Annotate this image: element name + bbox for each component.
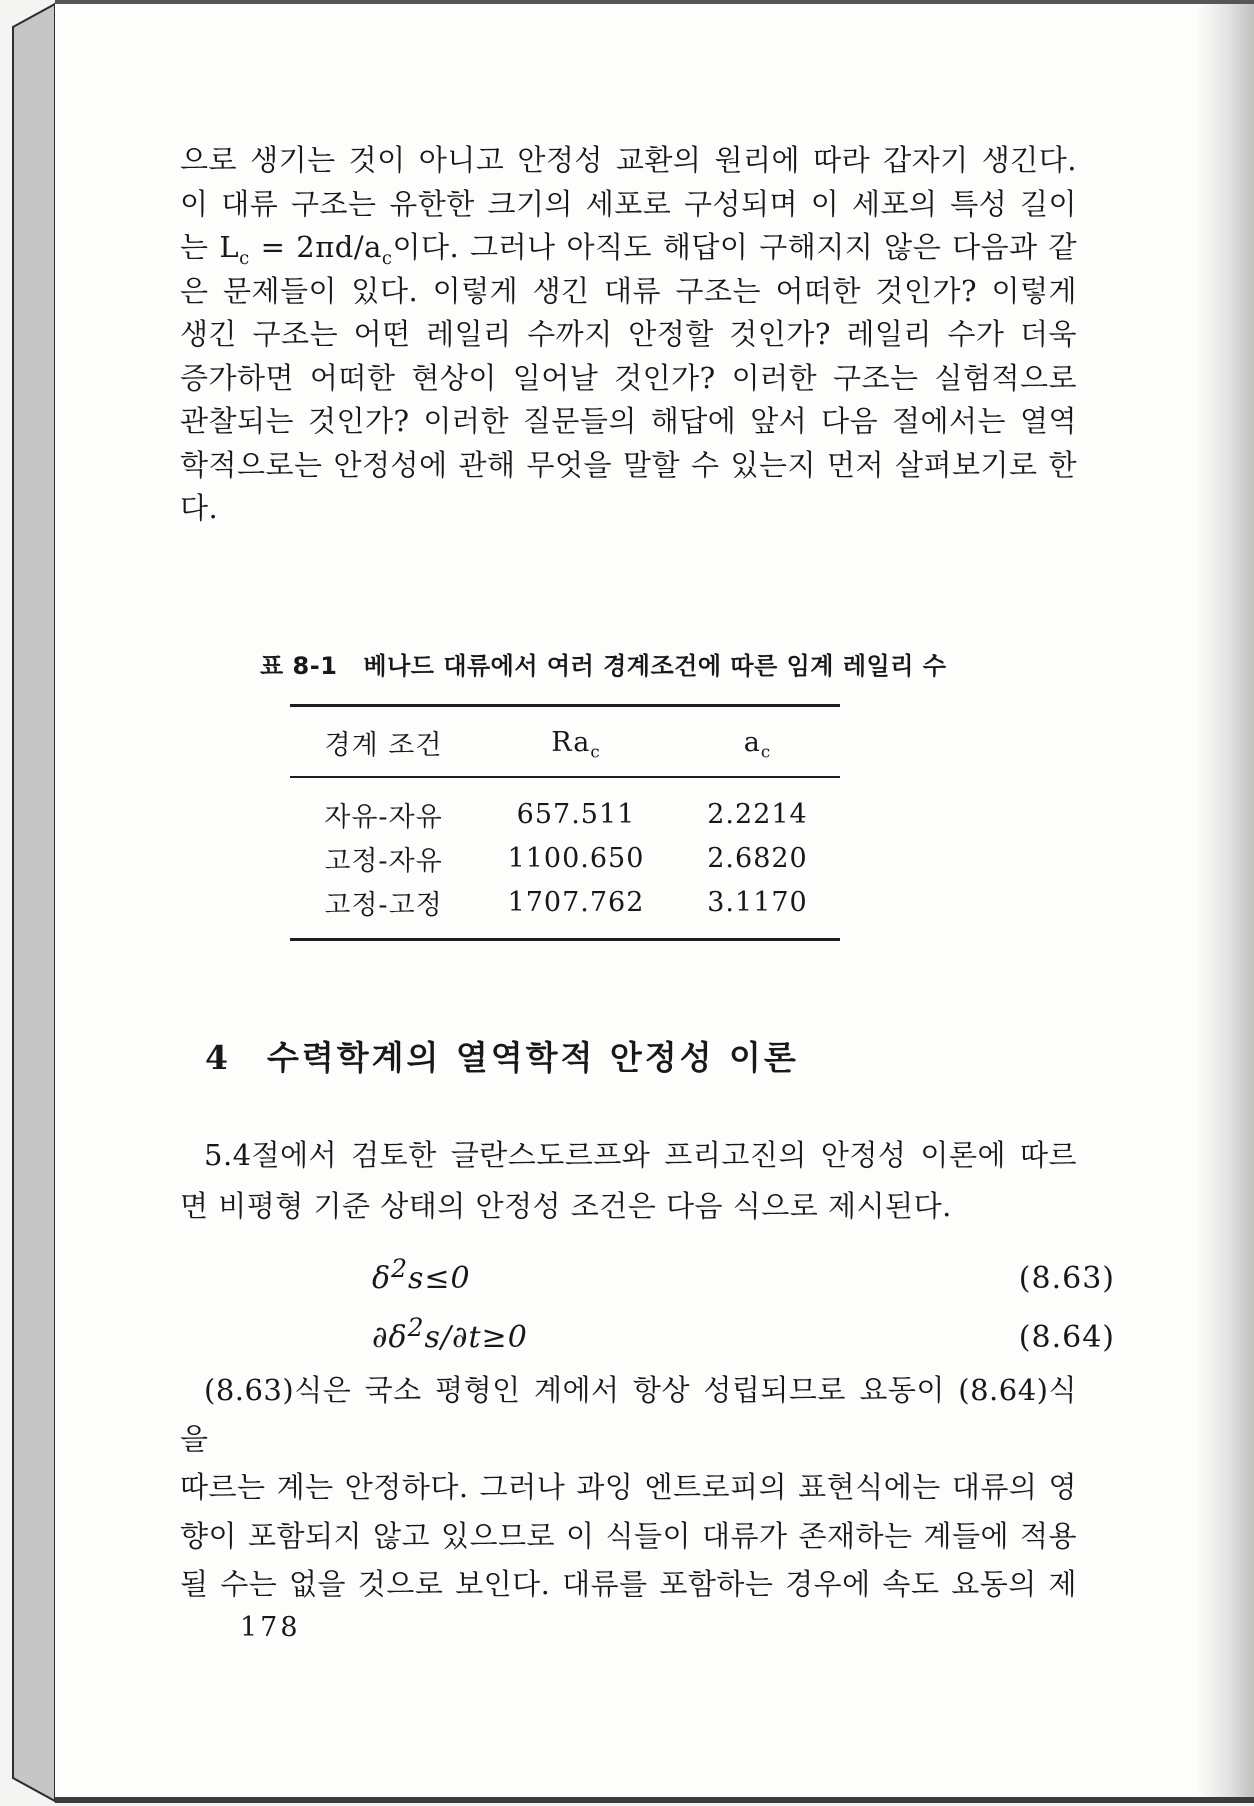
table-cell: 657.511 [516,798,636,830]
equation-expression [372,1244,471,1303]
header-subscript: c [760,741,772,762]
text-line: 따르는 계는 안정하다. 그러나 과잉 엔트로피의 표현식에는 대류의 영 [180,1470,1077,1504]
text-line-with-formula [180,226,1077,270]
formula-subscript: c [239,247,250,269]
text-line: 될 수는 없을 것으로 보인다. 대류를 포함하는 경우에 속도 요동의 제 [180,1567,1077,1601]
page-number: 178 [240,1612,301,1643]
text-line: 학적으로는 안정성에 관해 무엇을 말할 수 있는지 먼저 살펴보기로 한 [180,447,1077,482]
critical-rayleigh-table [290,704,840,941]
expr-part: s/∂t≥0 [424,1320,528,1355]
text-line: 향이 포함되지 않고 있으므로 이 식들이 대류가 존재하는 계들에 적용 [180,1518,1077,1553]
text-line: 은 문제들이 있다. 이렇게 생긴 대류 구조는 어떠한 것인가? 이렇게 [180,273,1077,308]
table-cell: 2.2214 [707,798,808,830]
header-boundary-condition [290,706,477,778]
header-text: 경계 조건 [324,730,443,761]
header-ac [675,706,840,778]
text-line: 면 비평형 기준 상태의 안정성 조건은 다음 식으로 제시된다. [180,1189,952,1223]
equation-row [180,1303,1115,1362]
formula-subscript: c [381,247,393,269]
text-line: 이 대류 구조는 유한한 크기의 세포로 구성되며 이 세포의 특성 길이 [180,186,1077,221]
paragraph-3 [180,1366,1077,1609]
paragraph-1 [180,139,1077,531]
table-cell: 고정-자유 [324,845,443,877]
equation-number: (8.63) [1018,1261,1115,1296]
text-line: 5.4절에서 검토한 글란스도르프와 프리고진의 안정성 이론에 따르 [204,1138,1077,1172]
table-row [290,836,840,880]
section-number: 4 [205,1038,231,1077]
header-text: Ra [551,727,591,758]
table-cell: 1100.650 [507,842,645,874]
page-right-shadow [1196,4,1254,1797]
expr-part: s≤0 [407,1261,471,1296]
page [55,0,1254,1803]
formula-body: = 2πd/a [249,230,382,264]
text-line: 증가하면 어떠한 현상이 일어날 것인가? 이러한 구조는 실험적으로 [180,360,1077,395]
table-cell: 1707.762 [507,886,645,918]
table-row [290,777,840,836]
equation-number: (8.64) [1018,1320,1115,1355]
table-header-row [290,706,840,778]
paragraph-2 [180,1130,1077,1232]
text-line: (8.63)식은 국소 평형인 계에서 항상 성립되므로 요동이 (8.64)식을 [180,1373,1077,1456]
header-subscript: c [590,741,601,762]
section-heading [205,1032,799,1079]
formula-prefix: 는 L [180,230,240,264]
header-text: a [743,727,761,758]
table-cell: 자유-자유 [324,801,443,833]
table-caption-text: 베나드 대류에서 여러 경계조건에 따른 임계 레일리 수 [363,652,947,680]
text-line: 생긴 구조는 어떤 레일리 수까지 안정할 것인가? 레일리 수가 더욱 [180,317,1077,351]
text-line: 으로 생기는 것이 아니고 안정성 교환의 원리에 따라 갑자기 생긴다. [180,143,1077,177]
text-line: 다. [180,491,219,525]
expr-part: δ [372,1261,392,1296]
equation-expression [372,1303,528,1362]
equation-block [180,1244,1115,1362]
text-line: 관찰되는 것인가? 이러한 질문들의 해답에 앞서 다음 절에서는 열역 [180,404,1077,438]
formula-suffix: 이다. 그러나 아직도 해답이 구해지지 않은 다음과 같 [392,230,1077,264]
expr-superscript: 2 [391,1254,408,1283]
table-row [290,880,840,940]
expr-part: ∂δ [372,1320,408,1355]
table-cell: 고정-고정 [324,889,443,921]
table-cell: 2.6820 [707,842,808,874]
table-caption [260,646,946,681]
table-cell: 3.1170 [707,886,808,918]
expr-superscript: 2 [407,1313,425,1342]
header-rac [477,706,675,778]
equation-row [180,1244,1115,1303]
table-caption-label: 표 8-1 [260,652,338,680]
section-title: 수력학계의 열역학적 안정성 이론 [266,1038,799,1077]
